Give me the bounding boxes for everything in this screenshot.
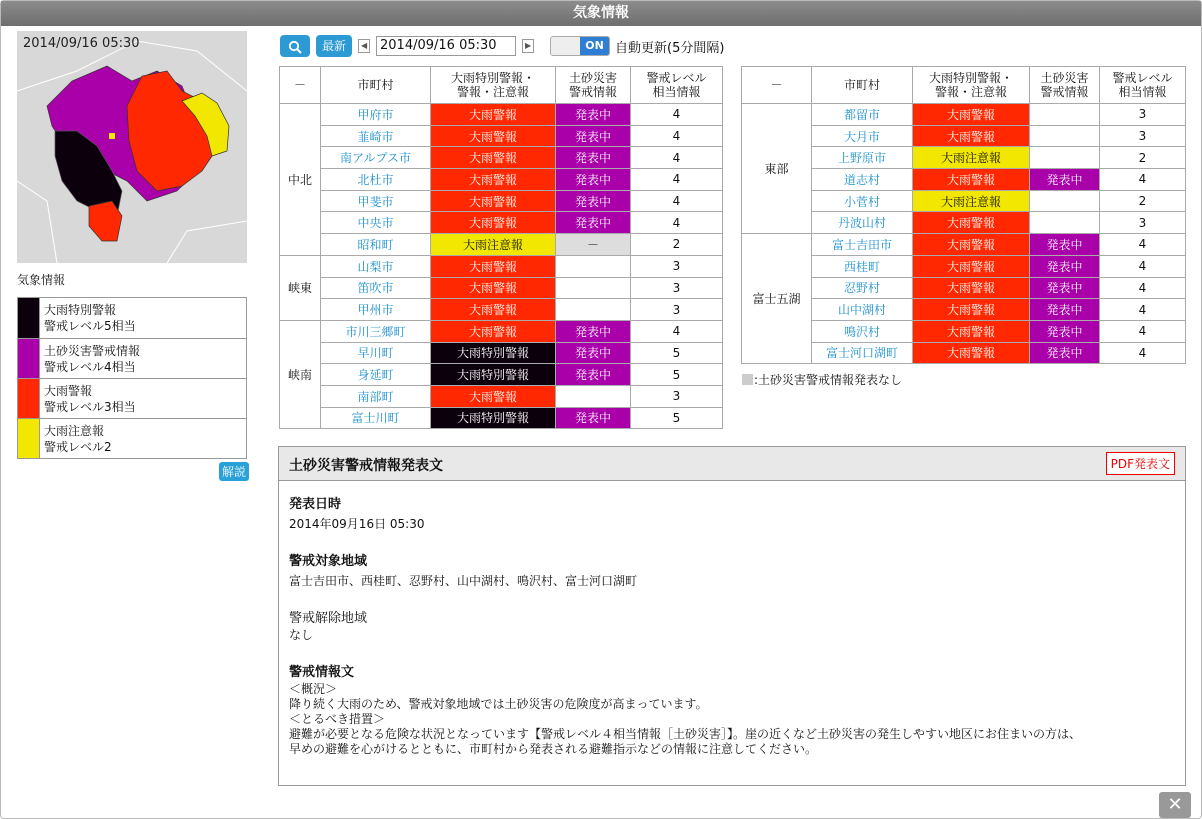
- level-cell: 4: [1100, 320, 1186, 342]
- legend-line2: 警戒レベル3相当: [44, 400, 136, 414]
- sediment-cell: 発表中: [556, 320, 631, 342]
- level-cell: 3: [631, 255, 723, 277]
- city-link[interactable]: 上野原市: [812, 147, 913, 169]
- level-cell: 3: [631, 277, 723, 299]
- level-cell: 4: [631, 104, 723, 126]
- level-cell: 4: [1100, 342, 1186, 364]
- header-line1: 大雨特別警報・: [450, 71, 535, 85]
- city-link[interactable]: 中央市: [321, 212, 431, 234]
- column-header: [913, 67, 1030, 104]
- table-row: [280, 364, 723, 386]
- column-header: [431, 67, 556, 104]
- sediment-cell: 発表中: [556, 212, 631, 234]
- city-link[interactable]: 富士吉田市: [812, 234, 913, 256]
- city-link[interactable]: 山中湖村: [812, 299, 913, 321]
- column-header: [812, 67, 913, 104]
- legend-swatch: [18, 339, 40, 378]
- city-link[interactable]: 市川三郷町: [321, 320, 431, 342]
- city-link[interactable]: 笛吹市: [321, 277, 431, 299]
- table-row: [280, 212, 723, 234]
- level-cell: 4: [1100, 299, 1186, 321]
- rain-warning-cell: 大雨特別警報: [431, 342, 556, 364]
- sediment-cell: [556, 385, 631, 407]
- city-link[interactable]: 富士川町: [321, 407, 431, 429]
- legend-line2: 警戒レベル5相当: [44, 319, 136, 333]
- table-row: [280, 299, 723, 321]
- sediment-cell: [1030, 125, 1100, 147]
- header-line1: 市町村: [843, 78, 880, 92]
- sediment-warning-panel: [278, 446, 1186, 786]
- header-line1: 市町村: [357, 78, 394, 92]
- sediment-cell: [1030, 147, 1100, 169]
- level-cell: 5: [631, 342, 723, 364]
- table-row: [280, 190, 723, 212]
- rain-warning-cell: 大雨警報: [431, 104, 556, 126]
- legend-line2: 警戒レベル2: [44, 440, 112, 454]
- rain-warning-cell: 大雨警報: [431, 125, 556, 147]
- header-line1: 土砂災害: [1040, 71, 1089, 85]
- toggle-on-label: ON: [580, 37, 609, 55]
- rain-warning-cell: 大雨警報: [913, 299, 1030, 321]
- left-column: [17, 31, 249, 479]
- issued-value: 2014年09月16日 05:30: [289, 517, 425, 531]
- auto-update-label: 自動更新(5分間隔): [615, 40, 725, 56]
- next-time-button[interactable]: [522, 39, 534, 53]
- level-cell: 4: [631, 125, 723, 147]
- header-line1: 警戒レベル: [646, 71, 707, 85]
- sediment-cell: [556, 255, 631, 277]
- legend: [17, 297, 247, 459]
- rain-warning-cell: 大雨警報: [913, 169, 1030, 191]
- table-row: [280, 342, 723, 364]
- rain-warning-cell: 大雨特別警報: [431, 364, 556, 386]
- table-row: [280, 255, 723, 277]
- warning-table-right: [741, 66, 1186, 364]
- rain-warning-cell: 大雨警報: [431, 320, 556, 342]
- panel-header: [279, 447, 1185, 481]
- warning-map[interactable]: [17, 31, 247, 263]
- rain-warning-cell: 大雨警報: [913, 277, 1030, 299]
- target-value: 富士吉田市、西桂町、忍野村、山中湖村、鳴沢村、富士河口湖町: [289, 574, 638, 588]
- warning-table-left: [279, 66, 723, 429]
- header-line2: 警報・注意報: [934, 85, 1007, 99]
- panel-title: 土砂災害警戒情報発表文: [289, 458, 443, 474]
- close-icon: ✕: [1167, 794, 1183, 815]
- sediment-cell: [1030, 190, 1100, 212]
- legend-swatch: [18, 298, 40, 338]
- sediment-cell: [556, 277, 631, 299]
- gray-swatch: [742, 374, 753, 385]
- warning-text-line: 避難が必要となる危険な状況となっています【警戒レベル４相当情報［土砂災害］】。崖の近くなど土砂災害の発生しやすい地区にお住まいの方は、: [289, 727, 1082, 741]
- sediment-cell: 発表中: [556, 169, 631, 191]
- legend-item: [18, 298, 246, 338]
- legend-line1: 大雨特別警報: [44, 303, 117, 317]
- column-header: [1030, 67, 1100, 104]
- warning-text-line: ＜概況＞: [289, 682, 338, 696]
- level-cell: 3: [1100, 125, 1186, 147]
- search-icon: [288, 40, 302, 54]
- rain-warning-cell: 大雨警報: [913, 342, 1030, 364]
- city-link[interactable]: 鳴沢村: [812, 320, 913, 342]
- target-heading: 警戒対象地域: [289, 554, 368, 569]
- header-line2: 警報・注意報: [456, 85, 529, 99]
- sediment-cell: [1030, 104, 1100, 126]
- window-title: 気象情報: [1, 1, 1201, 26]
- warning-text: [289, 682, 1175, 757]
- triangle-left-icon: ◀: [360, 41, 368, 50]
- table-row: [280, 234, 723, 256]
- sediment-cell: 発表中: [556, 342, 631, 364]
- sediment-cell: 発表中: [1030, 299, 1100, 321]
- panel-body: [279, 481, 1185, 769]
- sediment-cell: 発表中: [1030, 277, 1100, 299]
- level-cell: 2: [1100, 147, 1186, 169]
- region-cell: 中北: [280, 104, 321, 256]
- pdf-button[interactable]: PDF発表文: [1106, 452, 1175, 475]
- rain-warning-cell: 大雨警報: [431, 385, 556, 407]
- sediment-cell: 発表中: [556, 190, 631, 212]
- legend-item: [18, 378, 246, 418]
- column-header: [280, 67, 321, 104]
- city-link[interactable]: 身延町: [321, 364, 431, 386]
- legend-line1: 大雨警報: [44, 384, 93, 398]
- sediment-cell: 発表中: [556, 364, 631, 386]
- city-link[interactable]: 南部町: [321, 385, 431, 407]
- level-cell: 5: [631, 364, 723, 386]
- city-link[interactable]: 早川町: [321, 342, 431, 364]
- level-cell: 4: [631, 169, 723, 191]
- sediment-cell: 発表中: [1030, 169, 1100, 191]
- level-cell: 4: [631, 147, 723, 169]
- city-link[interactable]: 道志村: [812, 169, 913, 191]
- level-cell: 4: [631, 190, 723, 212]
- auto-update-toggle[interactable]: [550, 36, 610, 56]
- legend-line1: 大雨注意報: [44, 424, 105, 438]
- toggle-off-side: [551, 37, 580, 55]
- level-cell: 4: [631, 320, 723, 342]
- level-cell: 2: [631, 234, 723, 256]
- table-row: [280, 385, 723, 407]
- header-line1: －: [770, 78, 783, 92]
- level-cell: 3: [631, 385, 723, 407]
- table-row: [742, 104, 1186, 126]
- header-line2: 相当情報: [1118, 85, 1167, 99]
- sediment-cell: －: [556, 234, 631, 256]
- city-link[interactable]: 甲斐市: [321, 190, 431, 212]
- legend-text: [40, 339, 144, 378]
- warning-text-line: 早めの避難を心がけるとともに、市町村から発表される避難指示などの情報に注意してください。: [289, 742, 818, 756]
- table-row: [742, 234, 1186, 256]
- no-sediment-note: [742, 371, 902, 388]
- table-row: [280, 277, 723, 299]
- sediment-cell: 発表中: [556, 104, 631, 126]
- city-link[interactable]: 丹波山村: [812, 212, 913, 234]
- city-link[interactable]: 甲州市: [321, 299, 431, 321]
- rain-warning-cell: 大雨警報: [431, 277, 556, 299]
- table-row: [280, 169, 723, 191]
- search-button[interactable]: [280, 35, 310, 57]
- rain-warning-cell: 大雨警報: [431, 169, 556, 191]
- sediment-cell: 発表中: [556, 125, 631, 147]
- header-line1: 大雨特別警報・: [928, 71, 1013, 85]
- level-cell: 4: [1100, 277, 1186, 299]
- rain-warning-cell: 大雨警報: [913, 320, 1030, 342]
- rain-warning-cell: 大雨警報: [913, 104, 1030, 126]
- legend-text: [40, 419, 116, 458]
- level-cell: 4: [1100, 234, 1186, 256]
- sediment-cell: [1030, 212, 1100, 234]
- column-header: [631, 67, 723, 104]
- legend-item: [18, 338, 246, 378]
- release-heading: 警戒解除地域: [289, 611, 368, 626]
- close-button[interactable]: [1159, 792, 1191, 818]
- region-cell: 峡南: [280, 320, 321, 428]
- level-cell: 5: [631, 407, 723, 429]
- sediment-cell: 発表中: [556, 147, 631, 169]
- header-line2: 相当情報: [652, 85, 701, 99]
- level-cell: 3: [631, 299, 723, 321]
- table-row: [280, 104, 723, 126]
- rain-warning-cell: 大雨警報: [431, 255, 556, 277]
- level-cell: 2: [1100, 190, 1186, 212]
- release-value: なし: [289, 628, 314, 642]
- level-cell: 4: [1100, 169, 1186, 191]
- issued-heading: 発表日時: [289, 497, 342, 512]
- rain-warning-cell: 大雨警報: [913, 125, 1030, 147]
- table-row: [280, 320, 723, 342]
- sediment-cell: 発表中: [1030, 320, 1100, 342]
- region-cell: 富士五湖: [742, 234, 812, 364]
- column-header: [1100, 67, 1186, 104]
- table-row: [280, 407, 723, 429]
- note-text: :土砂災害警戒情報発表なし: [754, 373, 903, 387]
- city-link[interactable]: 富士河口湖町: [812, 342, 913, 364]
- toolbar: [280, 35, 724, 57]
- sediment-cell: 発表中: [1030, 342, 1100, 364]
- city-link[interactable]: 昭和町: [321, 234, 431, 256]
- rain-warning-cell: 大雨警報: [913, 234, 1030, 256]
- city-link[interactable]: 山梨市: [321, 255, 431, 277]
- table-row: [280, 147, 723, 169]
- city-link[interactable]: 韮崎市: [321, 125, 431, 147]
- city-link[interactable]: 西桂町: [812, 255, 913, 277]
- rain-warning-cell: 大雨警報: [431, 190, 556, 212]
- warning-text-line: ＜とるべき措置＞: [289, 712, 386, 726]
- city-link[interactable]: 南アルプス市: [321, 147, 431, 169]
- rain-warning-cell: 大雨警報: [913, 255, 1030, 277]
- level-cell: 4: [631, 212, 723, 234]
- legend-swatch: [18, 419, 40, 458]
- help-button[interactable]: 解説: [219, 462, 249, 481]
- triangle-right-icon: ▶: [524, 41, 532, 50]
- map-graphic: [17, 31, 247, 263]
- legend-title: 気象情報: [17, 273, 66, 287]
- latest-button[interactable]: 最新: [316, 35, 352, 57]
- sediment-cell: 発表中: [1030, 234, 1100, 256]
- level-cell: 3: [1100, 212, 1186, 234]
- rain-warning-cell: 大雨警報: [431, 147, 556, 169]
- legend-swatch: [18, 379, 40, 418]
- city-link[interactable]: 北杜市: [321, 169, 431, 191]
- rain-warning-cell: 大雨注意報: [431, 234, 556, 256]
- table-row: [280, 125, 723, 147]
- legend-item: [18, 418, 246, 458]
- rain-warning-cell: 大雨注意報: [913, 147, 1030, 169]
- city-link[interactable]: 忍野村: [812, 277, 913, 299]
- legend-text: [40, 379, 140, 418]
- sediment-cell: [556, 299, 631, 321]
- header-line1: 土砂災害: [568, 71, 617, 85]
- sediment-cell: 発表中: [556, 407, 631, 429]
- warning-text-line: 降り続く大雨のため、警戒対象地域では土砂災害の危険度が高まっています。: [289, 697, 708, 711]
- header-line1: 警戒レベル: [1112, 71, 1173, 85]
- map-timestamp: 2014/09/16 05:30: [23, 36, 140, 51]
- rain-warning-cell: 大雨警報: [431, 212, 556, 234]
- rain-warning-cell: 大雨警報: [431, 299, 556, 321]
- rain-warning-cell: 大雨注意報: [913, 190, 1030, 212]
- text-heading: 警戒情報文: [289, 665, 355, 680]
- city-link[interactable]: 都留市: [812, 104, 913, 126]
- city-link[interactable]: 大月市: [812, 125, 913, 147]
- sediment-cell: 発表中: [1030, 255, 1100, 277]
- city-link[interactable]: 甲府市: [321, 104, 431, 126]
- column-header: [742, 67, 812, 104]
- column-header: [556, 67, 631, 104]
- region-cell: 東部: [742, 104, 812, 234]
- datetime-input[interactable]: 2014/09/16 05:30: [376, 36, 516, 56]
- level-cell: 3: [1100, 104, 1186, 126]
- city-link[interactable]: 小菅村: [812, 190, 913, 212]
- legend-line2: 警戒レベル4相当: [44, 360, 136, 374]
- header-line1: －: [293, 78, 306, 92]
- level-cell: 4: [1100, 255, 1186, 277]
- legend-line1: 土砂災害警戒情報: [44, 344, 141, 358]
- region-cell: 峡東: [280, 255, 321, 320]
- rain-warning-cell: 大雨特別警報: [431, 407, 556, 429]
- header-line2: 警戒情報: [568, 85, 617, 99]
- column-header: [321, 67, 431, 104]
- rain-warning-cell: 大雨警報: [913, 212, 1030, 234]
- prev-time-button[interactable]: [358, 39, 370, 53]
- header-line2: 警戒情報: [1040, 85, 1089, 99]
- legend-text: [40, 298, 140, 338]
